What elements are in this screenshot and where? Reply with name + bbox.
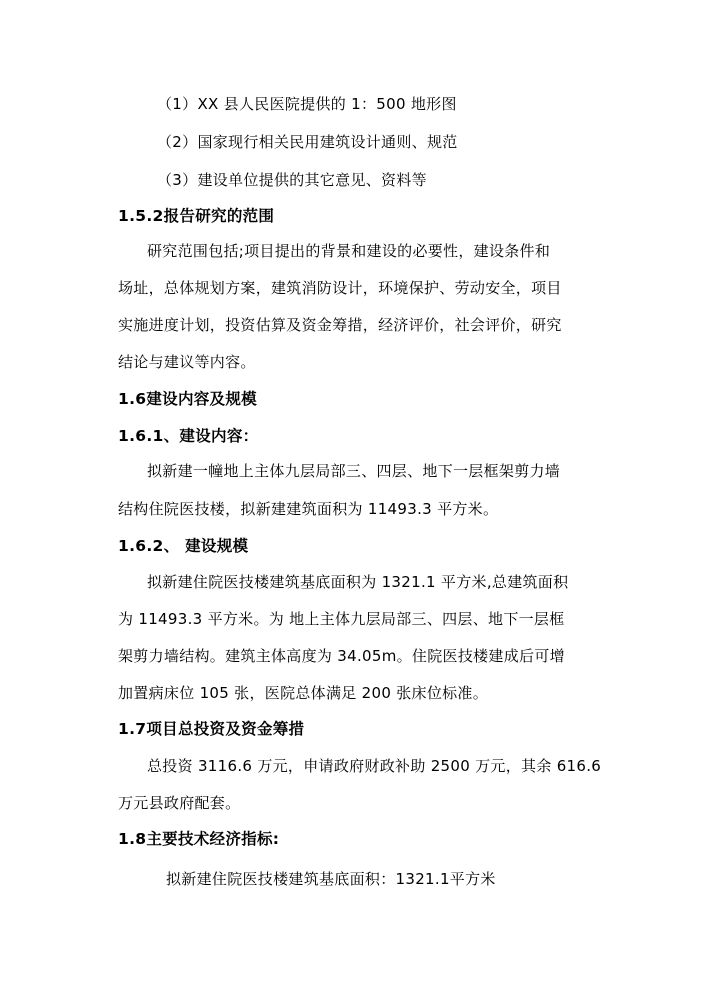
reference-item-2: （2）国家现行相关民用建筑设计通则、规范 xyxy=(157,133,458,151)
paragraph-line: 拟新建一幢地上主体九层局部三、四层、地下一层框架剪力墙 xyxy=(147,462,561,480)
section-heading-1-6-2: 1.6.2、 建设规模 xyxy=(118,537,249,555)
section-heading-1-5-2: 1.5.2报告研究的范围 xyxy=(118,207,275,225)
paragraph-line: 研究范围包括;项目提出的背景和建设的必要性，建设条件和 xyxy=(147,242,551,260)
paragraph-line: 总投资 3116.6 万元，申请政府财政补助 2500 万元，其余 616.6 xyxy=(147,757,602,775)
paragraph-line: 架剪力墙结构。建筑主体高度为 34.05m。住院医技楼建成后可增 xyxy=(118,647,565,665)
paragraph-line: 加置病床位 105 张，医院总体满足 200 张床位标准。 xyxy=(118,684,489,702)
paragraph-line: 结论与建议等内容。 xyxy=(118,353,256,371)
paragraph-line: 拟新建住院医技楼建筑基底面积：1321.1平方米 xyxy=(166,870,496,888)
paragraph-line: 拟新建住院医技楼建筑基底面积为 1321.1 平方米,总建筑面积 xyxy=(147,573,569,591)
paragraph-line: 为 11493.3 平方米。为 地上主体九层局部三、四层、地下一层框 xyxy=(118,610,565,628)
paragraph-line: 结构住院医技楼，拟新建建筑面积为 11493.3 平方米。 xyxy=(118,500,499,518)
section-heading-1-6: 1.6建设内容及规模 xyxy=(118,390,257,408)
section-heading-1-8: 1.8主要技术经济指标: xyxy=(118,830,280,848)
reference-item-1: （1）XX 县人民医院提供的 1：500 地形图 xyxy=(157,95,457,113)
section-heading-1-7: 1.7项目总投资及资金筹措 xyxy=(118,720,305,738)
paragraph-line: 万元县政府配套。 xyxy=(118,794,241,812)
paragraph-line: 实施进度计划，投资估算及资金筹措，经济评价，社会评价，研究 xyxy=(118,316,562,334)
paragraph-line: 场址，总体规划方案，建筑消防设计，环境保护、劳动安全，项目 xyxy=(118,279,562,297)
reference-item-3: （3）建设单位提供的其它意见、资料等 xyxy=(157,171,427,189)
section-heading-1-6-1: 1.6.1、建设内容： xyxy=(118,427,259,445)
